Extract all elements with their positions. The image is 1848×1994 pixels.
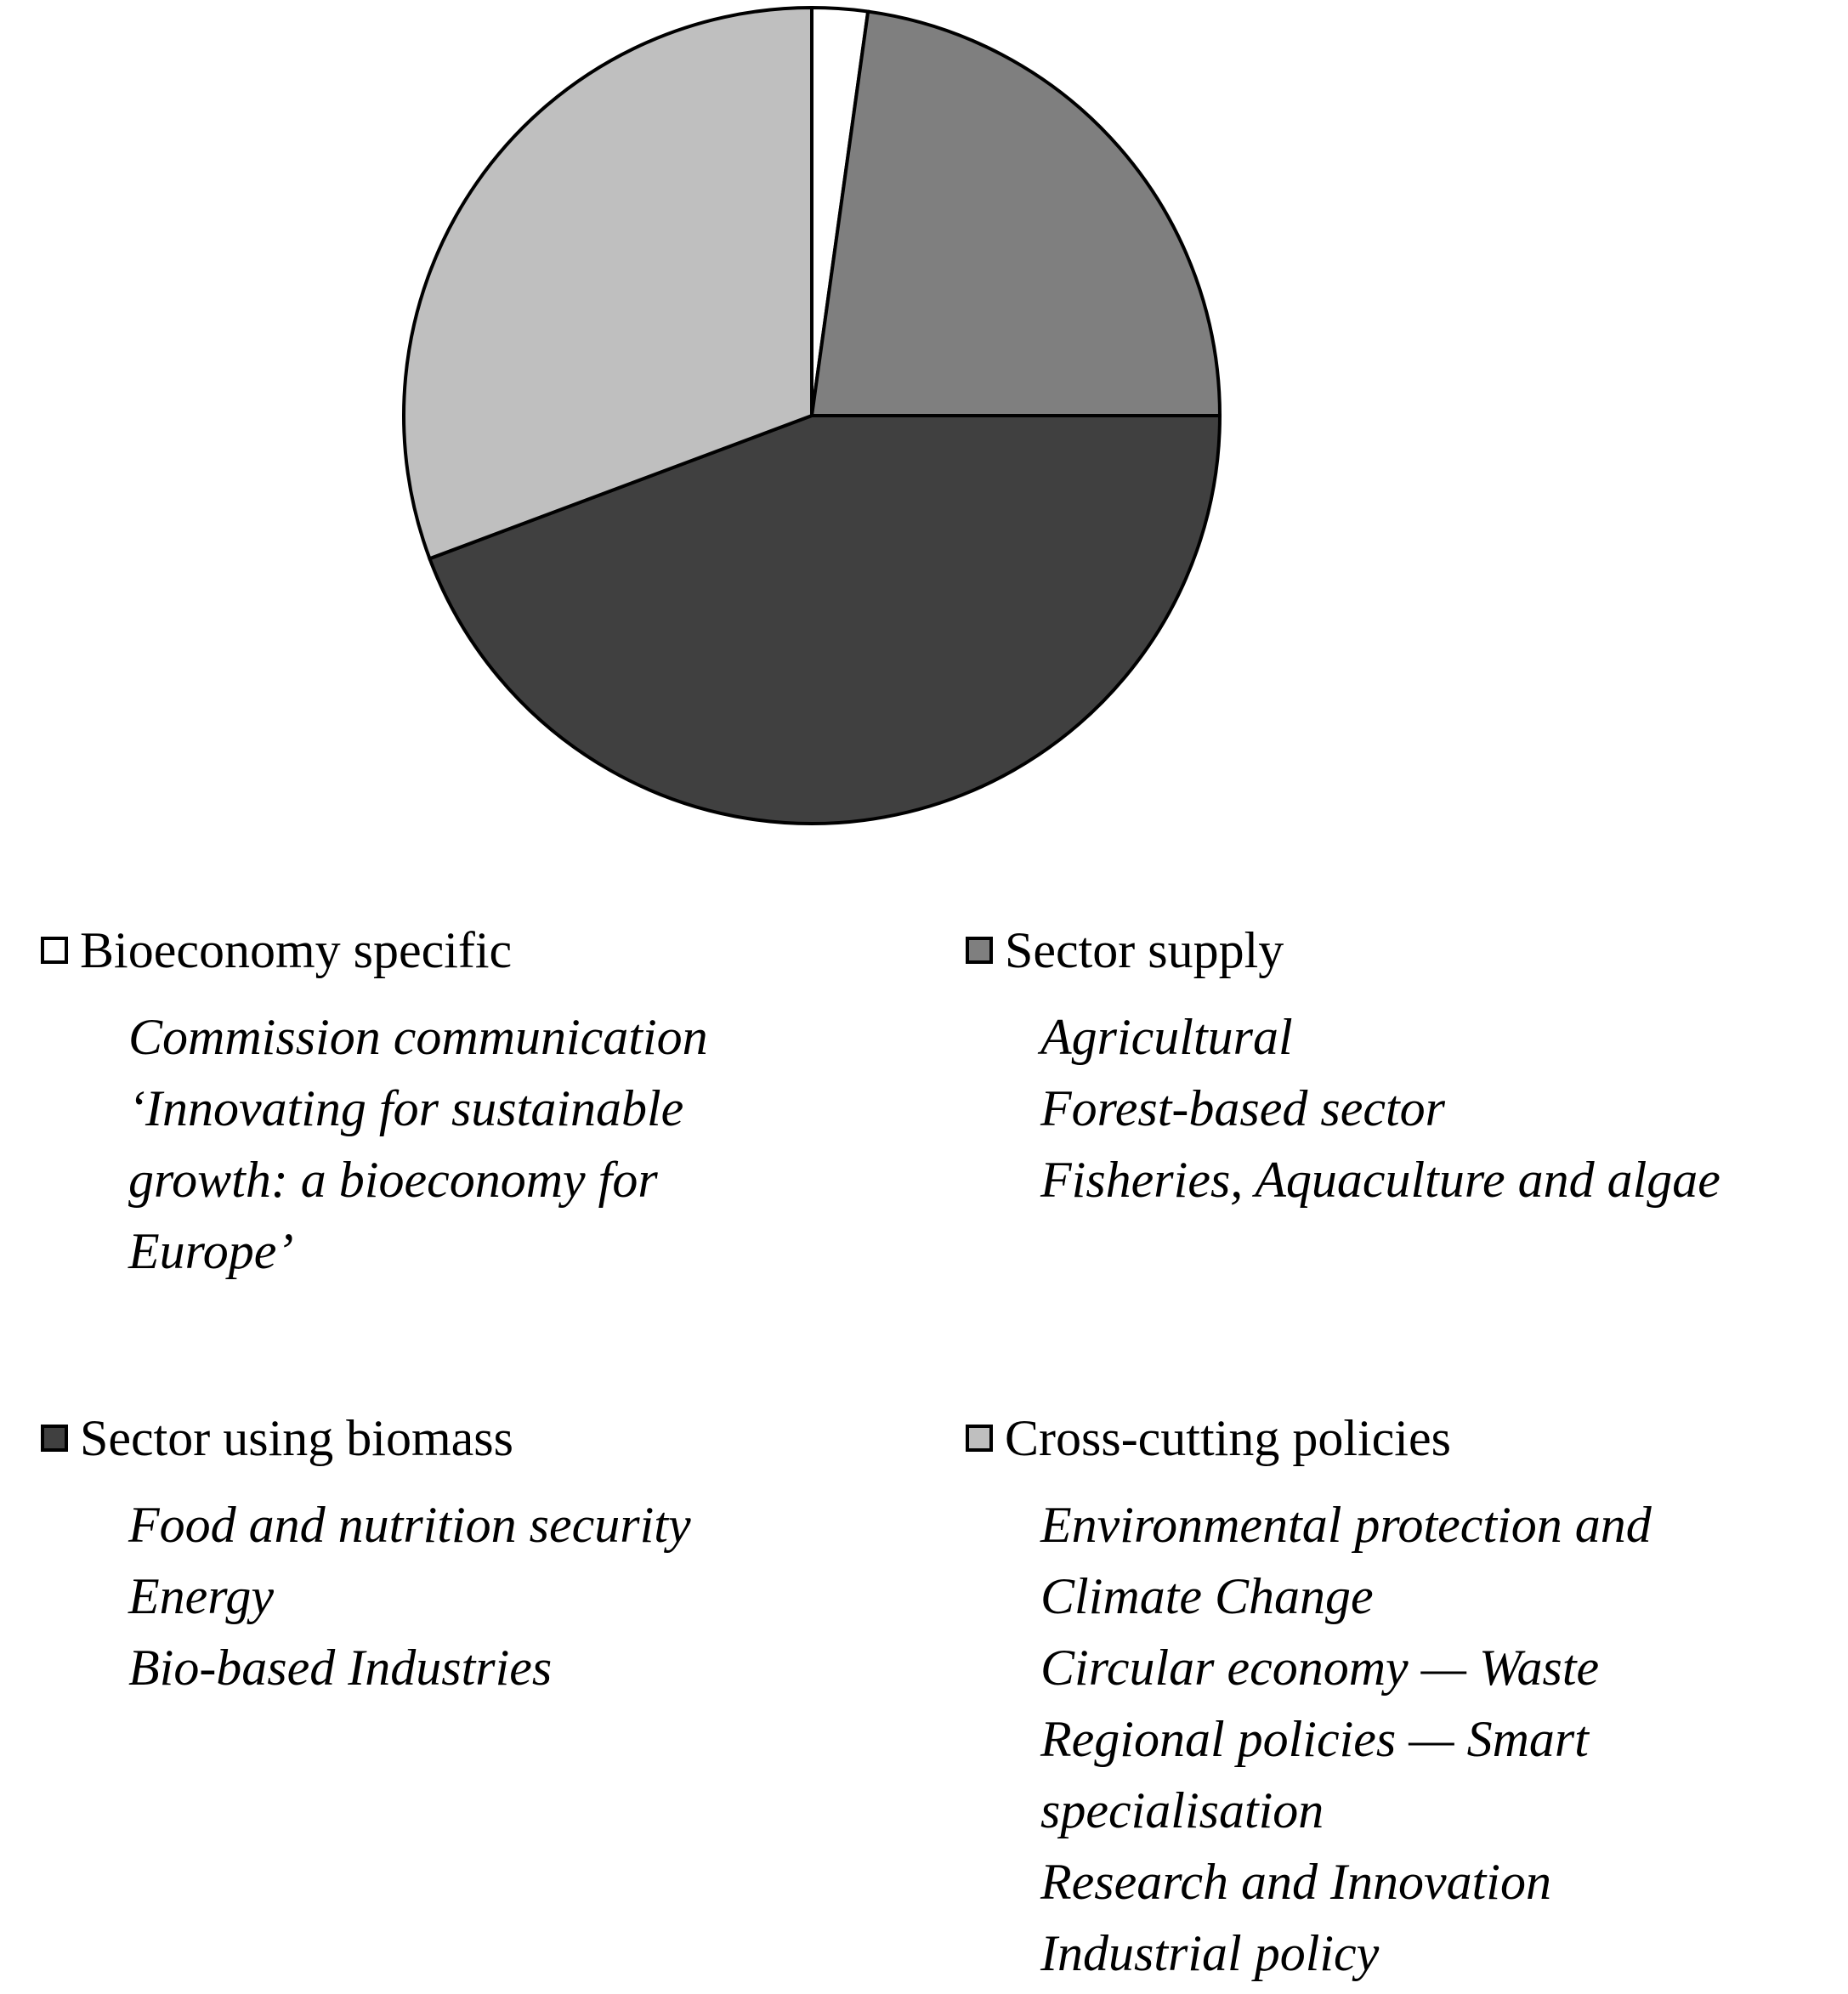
legend-item: ‘Innovating for sustainable xyxy=(128,1080,684,1136)
legend-label-sector-using-biomass: Sector using biomass xyxy=(80,1410,513,1466)
legend-item: Bio-based Industries xyxy=(128,1640,553,1696)
legend-items-sector-using-biomass xyxy=(128,1489,891,1703)
legend-item: Agricultural xyxy=(1040,1009,1293,1065)
legend-item: Research and Innovation xyxy=(1040,1854,1551,1910)
legend-label-bioeconomy-specific: Bioeconomy specific xyxy=(80,922,513,978)
legend-item: Climate Change xyxy=(1040,1568,1374,1624)
legend-item: Environmental protection and xyxy=(1040,1497,1652,1553)
legend-item: Forest-based sector xyxy=(1040,1080,1446,1136)
legend-item: Europe’ xyxy=(128,1223,294,1279)
legend-label-cross-cutting-policies: Cross-cutting policies xyxy=(1005,1410,1451,1466)
legend-sector-using-biomass xyxy=(41,1408,891,1703)
legend-item: Regional policies — Smart xyxy=(1040,1711,1589,1767)
legend-entry-sector-using-biomass xyxy=(41,1408,891,1469)
legend-swatch-sector-using-biomass xyxy=(41,1425,68,1452)
legend-items-bioeconomy-specific xyxy=(128,1001,891,1287)
legend-item: growth: a bioeconomy for xyxy=(128,1152,658,1208)
legend-sector-supply xyxy=(966,920,1816,1215)
pie-slice-sector-supply xyxy=(812,12,1220,416)
legend-swatch-cross-cutting-policies xyxy=(966,1425,993,1452)
legend-label-sector-supply: Sector supply xyxy=(1005,922,1284,978)
legend-item: Energy xyxy=(128,1568,275,1624)
legend-item: Industrial policy xyxy=(1040,1925,1380,1981)
legend-item: Commission communication xyxy=(128,1009,708,1065)
legend-items-cross-cutting-policies xyxy=(1040,1489,1816,1989)
legend-swatch-sector-supply xyxy=(966,937,993,964)
legend-swatch-bioeconomy-specific xyxy=(41,937,68,964)
legend-item: specialisation xyxy=(1040,1782,1324,1838)
legend-item: Fisheries, Aquaculture and algae xyxy=(1040,1152,1720,1208)
legend-entry-cross-cutting-policies xyxy=(966,1408,1816,1469)
legend-entry-bioeconomy-specific xyxy=(41,920,891,981)
legend-item: Food and nutrition security xyxy=(128,1497,691,1553)
pie-slices xyxy=(404,8,1220,824)
legend-cross-cutting-policies xyxy=(966,1408,1816,1989)
legend-items-sector-supply xyxy=(1040,1001,1816,1215)
pie-chart xyxy=(0,0,1848,850)
legend-item: Circular economy — Waste xyxy=(1040,1640,1600,1696)
legend-bioeconomy-specific xyxy=(41,920,891,1287)
legend-entry-sector-supply xyxy=(966,920,1816,981)
